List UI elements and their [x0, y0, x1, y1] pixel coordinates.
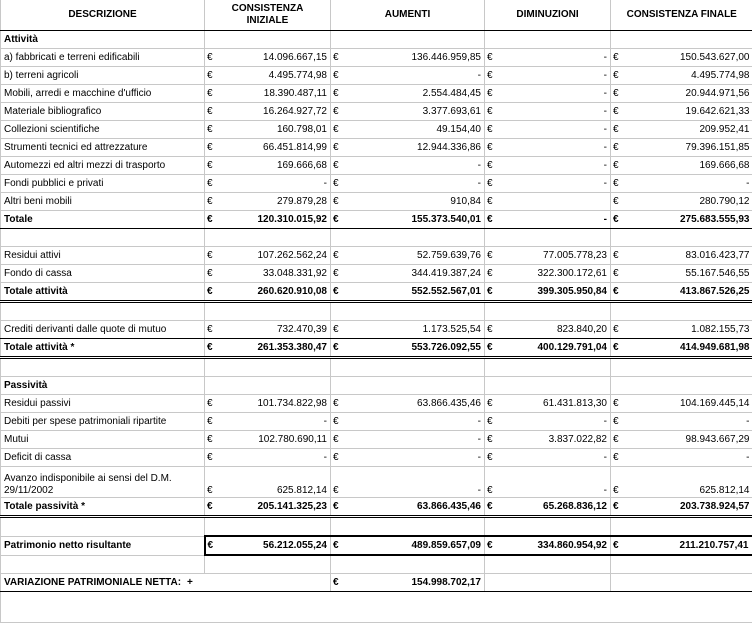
value-iniziale: 107.262.562,24 — [219, 247, 331, 265]
value-aumenti: 1.173.525,54 — [345, 321, 485, 339]
currency-symbol: € — [205, 449, 219, 467]
header-aumenti: AUMENTI — [331, 0, 485, 31]
row-label: Totale — [1, 211, 205, 229]
currency-symbol: € — [485, 157, 499, 175]
value-iniziale: 33.048.331,92 — [219, 265, 331, 283]
row-label: Fondo di cassa — [1, 265, 205, 283]
header-row — [1, 0, 752, 31]
value-finale: 4.495.774,98 — [625, 67, 752, 85]
currency-symbol: € — [611, 103, 625, 121]
value-aumenti: 2.554.484,45 — [345, 85, 485, 103]
value-diminuzioni: 400.129.791,04 — [499, 339, 611, 358]
empty-cell — [611, 574, 752, 592]
value-diminuzioni: - — [499, 449, 611, 467]
currency-symbol: € — [485, 536, 499, 555]
currency-symbol: € — [485, 49, 499, 67]
currency-symbol: € — [331, 67, 345, 85]
empty-cell — [331, 517, 485, 537]
value-iniziale: - — [219, 449, 331, 467]
value-aumenti: - — [345, 175, 485, 193]
empty-cell — [611, 358, 752, 377]
value-diminuzioni: 77.005.778,23 — [499, 247, 611, 265]
header-finale: CONSISTENZA FINALE — [611, 0, 752, 31]
row-label: Mutui — [1, 431, 205, 449]
currency-symbol: € — [485, 121, 499, 139]
empty-cell — [331, 377, 485, 395]
value-diminuzioni: - — [499, 103, 611, 121]
variazione-row — [1, 574, 752, 592]
totale-row — [1, 211, 752, 229]
section-title: Attività — [1, 31, 205, 49]
value-iniziale: 120.310.015,92 — [219, 211, 331, 229]
currency-symbol: € — [331, 413, 345, 431]
currency-symbol: € — [611, 431, 625, 449]
value-iniziale: 160.798,01 — [219, 121, 331, 139]
spacer-row — [1, 517, 752, 537]
empty-cell — [485, 517, 611, 537]
empty-cell — [205, 229, 331, 247]
empty-cell — [205, 31, 331, 49]
currency-symbol: € — [205, 467, 219, 498]
table-row — [1, 193, 752, 211]
empty-cell — [611, 302, 752, 321]
row-label: b) terreni agricoli — [1, 67, 205, 85]
empty-cell — [205, 358, 331, 377]
currency-symbol: € — [485, 247, 499, 265]
variazione-value: 154.998.702,17 — [345, 574, 485, 592]
table-row — [1, 67, 752, 85]
value-iniziale: 261.353.380,47 — [219, 339, 331, 358]
value-diminuzioni: 823.840,20 — [499, 321, 611, 339]
currency-symbol: € — [611, 139, 625, 157]
value-aumenti: 63.866.435,46 — [345, 395, 485, 413]
currency-symbol: € — [485, 449, 499, 467]
empty-cell — [1, 358, 205, 377]
currency-symbol: € — [331, 574, 345, 592]
row-label: Residui attivi — [1, 247, 205, 265]
currency-symbol: € — [611, 121, 625, 139]
spacer-row — [1, 229, 752, 247]
empty-cell — [1, 592, 752, 623]
empty-cell — [1, 229, 205, 247]
currency-symbol: € — [205, 536, 219, 555]
value-finale: 55.167.546,55 — [625, 265, 752, 283]
value-diminuzioni: - — [499, 413, 611, 431]
empty-cell — [1, 555, 205, 574]
patrimonio-row — [1, 536, 752, 555]
value-aumenti: 136.446.959,85 — [345, 49, 485, 67]
currency-symbol: € — [331, 467, 345, 498]
currency-symbol: € — [331, 49, 345, 67]
table-row — [1, 139, 752, 157]
value-finale: 413.867.526,25 — [625, 283, 752, 302]
currency-symbol: € — [485, 283, 499, 302]
row-label: Totale attività — [1, 283, 205, 302]
value-diminuzioni: - — [499, 139, 611, 157]
table-row — [1, 121, 752, 139]
value-diminuzioni: 61.431.813,30 — [499, 395, 611, 413]
empty-cell — [331, 555, 485, 574]
section-title: Passività — [1, 377, 205, 395]
value-aumenti: - — [345, 449, 485, 467]
value-aumenti: - — [345, 157, 485, 175]
currency-symbol: € — [611, 49, 625, 67]
currency-symbol: € — [205, 85, 219, 103]
currency-symbol: € — [205, 247, 219, 265]
avanzo-row — [1, 467, 752, 498]
currency-symbol: € — [331, 121, 345, 139]
totale-attivita-row — [1, 283, 752, 302]
value-iniziale: 66.451.814,99 — [219, 139, 331, 157]
value-iniziale: 102.780.690,11 — [219, 431, 331, 449]
value-diminuzioni: 3.837.022,82 — [499, 431, 611, 449]
header-diminuzioni: DIMINUZIONI — [485, 0, 611, 31]
value-iniziale: 56.212.055,24 — [219, 536, 331, 555]
value-diminuzioni: 334.860.954,92 — [499, 536, 611, 555]
row-label: Materiale bibliografico — [1, 103, 205, 121]
currency-symbol: € — [205, 103, 219, 121]
value-finale: 211.210.757,41 — [625, 536, 752, 555]
currency-symbol: € — [331, 283, 345, 302]
value-finale: 19.642.621,33 — [625, 103, 752, 121]
empty-cell — [611, 377, 752, 395]
value-iniziale: - — [219, 413, 331, 431]
currency-symbol: € — [331, 498, 345, 517]
currency-symbol: € — [205, 67, 219, 85]
value-iniziale: 279.879,28 — [219, 193, 331, 211]
empty-cell — [205, 302, 331, 321]
value-aumenti: 344.419.387,24 — [345, 265, 485, 283]
currency-symbol: € — [205, 175, 219, 193]
currency-symbol: € — [205, 431, 219, 449]
value-finale: 20.944.971,56 — [625, 85, 752, 103]
value-finale: 98.943.667,29 — [625, 431, 752, 449]
currency-symbol: € — [331, 175, 345, 193]
currency-symbol: € — [485, 339, 499, 358]
currency-symbol: € — [611, 211, 625, 229]
currency-symbol: € — [485, 103, 499, 121]
currency-symbol: € — [611, 247, 625, 265]
variazione-text: VARIAZIONE PATRIMONIALE NETTA: — [4, 577, 181, 588]
currency-symbol: € — [611, 283, 625, 302]
currency-symbol: € — [485, 67, 499, 85]
value-finale: 150.543.627,00 — [625, 49, 752, 67]
currency-symbol: € — [611, 498, 625, 517]
value-diminuzioni: - — [499, 121, 611, 139]
value-finale: 104.169.445,14 — [625, 395, 752, 413]
value-aumenti: 553.726.092,55 — [345, 339, 485, 358]
value-finale: 203.738.924,57 — [625, 498, 752, 517]
row-label: a) fabbricati e terreni edificabili — [1, 49, 205, 67]
table-row — [1, 395, 752, 413]
row-label: Automezzi ed altri mezzi di trasporto — [1, 157, 205, 175]
currency-symbol: € — [331, 193, 345, 211]
value-finale: 79.396.151,85 — [625, 139, 752, 157]
value-diminuzioni: 322.300.172,61 — [499, 265, 611, 283]
currency-symbol: € — [205, 339, 219, 358]
table-row — [1, 449, 752, 467]
row-label: Collezioni scientifiche — [1, 121, 205, 139]
value-diminuzioni: - — [499, 175, 611, 193]
totale-passivita-row — [1, 498, 752, 517]
value-diminuzioni: 65.268.836,12 — [499, 498, 611, 517]
value-iniziale: 18.390.487,11 — [219, 85, 331, 103]
empty-cell — [485, 377, 611, 395]
value-finale: 280.790,12 — [625, 193, 752, 211]
attivita-section-row — [1, 31, 752, 49]
value-aumenti: 12.944.336,86 — [345, 139, 485, 157]
empty-cell — [611, 31, 752, 49]
currency-symbol: € — [485, 193, 499, 211]
currency-symbol: € — [485, 211, 499, 229]
row-label: Avanzo indisponibile ai sensi del D.M. 29/11/2002 — [1, 467, 205, 498]
table-row — [1, 49, 752, 67]
value-iniziale: 14.096.667,15 — [219, 49, 331, 67]
row-label: Mobili, arredi e macchine d'ufficio — [1, 85, 205, 103]
row-label: Crediti derivanti dalle quote di mutuo — [1, 321, 205, 339]
empty-cell — [1, 302, 205, 321]
currency-symbol: € — [205, 139, 219, 157]
row-label: Fondi pubblici e privati — [1, 175, 205, 193]
variazione-sign: + — [187, 577, 193, 588]
empty-cell — [485, 358, 611, 377]
currency-symbol: € — [485, 431, 499, 449]
value-aumenti: - — [345, 67, 485, 85]
empty-cell — [1, 517, 205, 537]
value-aumenti: - — [345, 413, 485, 431]
table-row — [1, 175, 752, 193]
totale-attivita-star-row — [1, 339, 752, 358]
currency-symbol: € — [331, 247, 345, 265]
row-label: Altri beni mobili — [1, 193, 205, 211]
currency-symbol: € — [485, 498, 499, 517]
empty-cell — [485, 555, 611, 574]
currency-symbol: € — [331, 265, 345, 283]
spacer-row — [1, 555, 752, 574]
header-iniziale: CONSISTENZA INIZIALE — [205, 0, 331, 31]
value-aumenti: 52.759.639,76 — [345, 247, 485, 265]
value-finale: - — [625, 175, 752, 193]
value-diminuzioni — [499, 193, 611, 211]
value-aumenti: 49.154,40 — [345, 121, 485, 139]
value-finale: 275.683.555,93 — [625, 211, 752, 229]
value-finale: - — [625, 449, 752, 467]
row-label: Strumenti tecnici ed attrezzature — [1, 139, 205, 157]
value-diminuzioni: - — [499, 85, 611, 103]
value-iniziale: 16.264.927,72 — [219, 103, 331, 121]
value-finale: 625.812,14 — [625, 467, 752, 498]
value-finale: 83.016.423,77 — [625, 247, 752, 265]
currency-symbol: € — [331, 157, 345, 175]
empty-cell — [205, 555, 331, 574]
currency-symbol: € — [485, 321, 499, 339]
value-aumenti: - — [345, 467, 485, 498]
currency-symbol: € — [205, 265, 219, 283]
currency-symbol: € — [205, 498, 219, 517]
empty-cell — [485, 302, 611, 321]
value-aumenti: 910,84 — [345, 193, 485, 211]
currency-symbol: € — [611, 395, 625, 413]
header-descrizione: DESCRIZIONE — [1, 0, 205, 31]
currency-symbol: € — [611, 193, 625, 211]
passivita-section-row — [1, 377, 752, 395]
value-finale: 1.082.155,73 — [625, 321, 752, 339]
empty-cell — [485, 574, 611, 592]
currency-symbol: € — [205, 211, 219, 229]
value-finale: - — [625, 413, 752, 431]
currency-symbol: € — [331, 103, 345, 121]
value-finale: 209.952,41 — [625, 121, 752, 139]
currency-symbol: € — [331, 321, 345, 339]
value-iniziale: 205.141.325,23 — [219, 498, 331, 517]
value-diminuzioni: - — [499, 49, 611, 67]
row-label: Debiti per spese patrimoniali ripartite — [1, 413, 205, 431]
value-iniziale: 625.812,14 — [219, 467, 331, 498]
empty-cell — [611, 229, 752, 247]
currency-symbol: € — [485, 85, 499, 103]
empty-cell — [205, 517, 331, 537]
table-row — [1, 431, 752, 449]
value-iniziale: 732.470,39 — [219, 321, 331, 339]
currency-symbol: € — [205, 157, 219, 175]
currency-symbol: € — [611, 85, 625, 103]
value-diminuzioni: - — [499, 67, 611, 85]
value-aumenti: 489.859.657,09 — [345, 536, 485, 555]
variazione-label — [1, 574, 331, 592]
currency-symbol: € — [611, 339, 625, 358]
currency-symbol: € — [205, 121, 219, 139]
value-aumenti: 3.377.693,61 — [345, 103, 485, 121]
currency-symbol: € — [611, 536, 625, 555]
row-label: Deficit di cassa — [1, 449, 205, 467]
currency-symbol: € — [611, 265, 625, 283]
value-diminuzioni: - — [499, 467, 611, 498]
empty-cell — [485, 229, 611, 247]
currency-symbol: € — [205, 413, 219, 431]
currency-symbol: € — [611, 175, 625, 193]
empty-cell — [611, 517, 752, 537]
spacer-row — [1, 302, 752, 321]
value-finale: 414.949.681,98 — [625, 339, 752, 358]
value-diminuzioni: 399.305.950,84 — [499, 283, 611, 302]
table-row — [1, 413, 752, 431]
empty-cell — [485, 31, 611, 49]
value-aumenti: 63.866.435,46 — [345, 498, 485, 517]
value-diminuzioni: - — [499, 211, 611, 229]
currency-symbol: € — [205, 395, 219, 413]
currency-symbol: € — [485, 175, 499, 193]
row-label: Residui passivi — [1, 395, 205, 413]
crediti-row — [1, 321, 752, 339]
row-label: Patrimonio netto risultante — [1, 536, 205, 555]
currency-symbol: € — [485, 467, 499, 498]
value-iniziale: 169.666,68 — [219, 157, 331, 175]
empty-cell — [205, 377, 331, 395]
currency-symbol: € — [205, 49, 219, 67]
table-row — [1, 103, 752, 121]
currency-symbol: € — [205, 193, 219, 211]
currency-symbol: € — [611, 67, 625, 85]
spacer-row — [1, 358, 752, 377]
currency-symbol: € — [611, 157, 625, 175]
value-iniziale: 260.620.910,08 — [219, 283, 331, 302]
currency-symbol: € — [611, 467, 625, 498]
empty-cell — [611, 555, 752, 574]
value-finale: 169.666,68 — [625, 157, 752, 175]
table-row — [1, 265, 752, 283]
currency-symbol: € — [331, 431, 345, 449]
table-row — [1, 85, 752, 103]
currency-symbol: € — [331, 139, 345, 157]
value-aumenti: 155.373.540,01 — [345, 211, 485, 229]
currency-symbol: € — [331, 339, 345, 358]
currency-symbol: € — [611, 321, 625, 339]
empty-cell — [331, 31, 485, 49]
empty-cell — [331, 302, 485, 321]
currency-symbol: € — [331, 211, 345, 229]
value-iniziale: 4.495.774,98 — [219, 67, 331, 85]
empty-cell — [331, 229, 485, 247]
empty-cell — [331, 358, 485, 377]
value-aumenti: - — [345, 431, 485, 449]
currency-symbol: € — [611, 413, 625, 431]
currency-symbol: € — [485, 265, 499, 283]
currency-symbol: € — [205, 321, 219, 339]
table-row — [1, 157, 752, 175]
currency-symbol: € — [331, 536, 345, 555]
currency-symbol: € — [611, 449, 625, 467]
currency-symbol: € — [485, 139, 499, 157]
trailing-row — [1, 592, 752, 623]
currency-symbol: € — [485, 413, 499, 431]
row-label: Totale attività * — [1, 339, 205, 358]
currency-symbol: € — [331, 85, 345, 103]
currency-symbol: € — [485, 395, 499, 413]
currency-symbol: € — [331, 395, 345, 413]
value-iniziale: 101.734.822,98 — [219, 395, 331, 413]
row-label: Totale passività * — [1, 498, 205, 517]
currency-symbol: € — [205, 283, 219, 302]
currency-symbol: € — [331, 449, 345, 467]
value-iniziale: - — [219, 175, 331, 193]
value-aumenti: 552.552.567,01 — [345, 283, 485, 302]
value-diminuzioni: - — [499, 157, 611, 175]
table-row — [1, 247, 752, 265]
